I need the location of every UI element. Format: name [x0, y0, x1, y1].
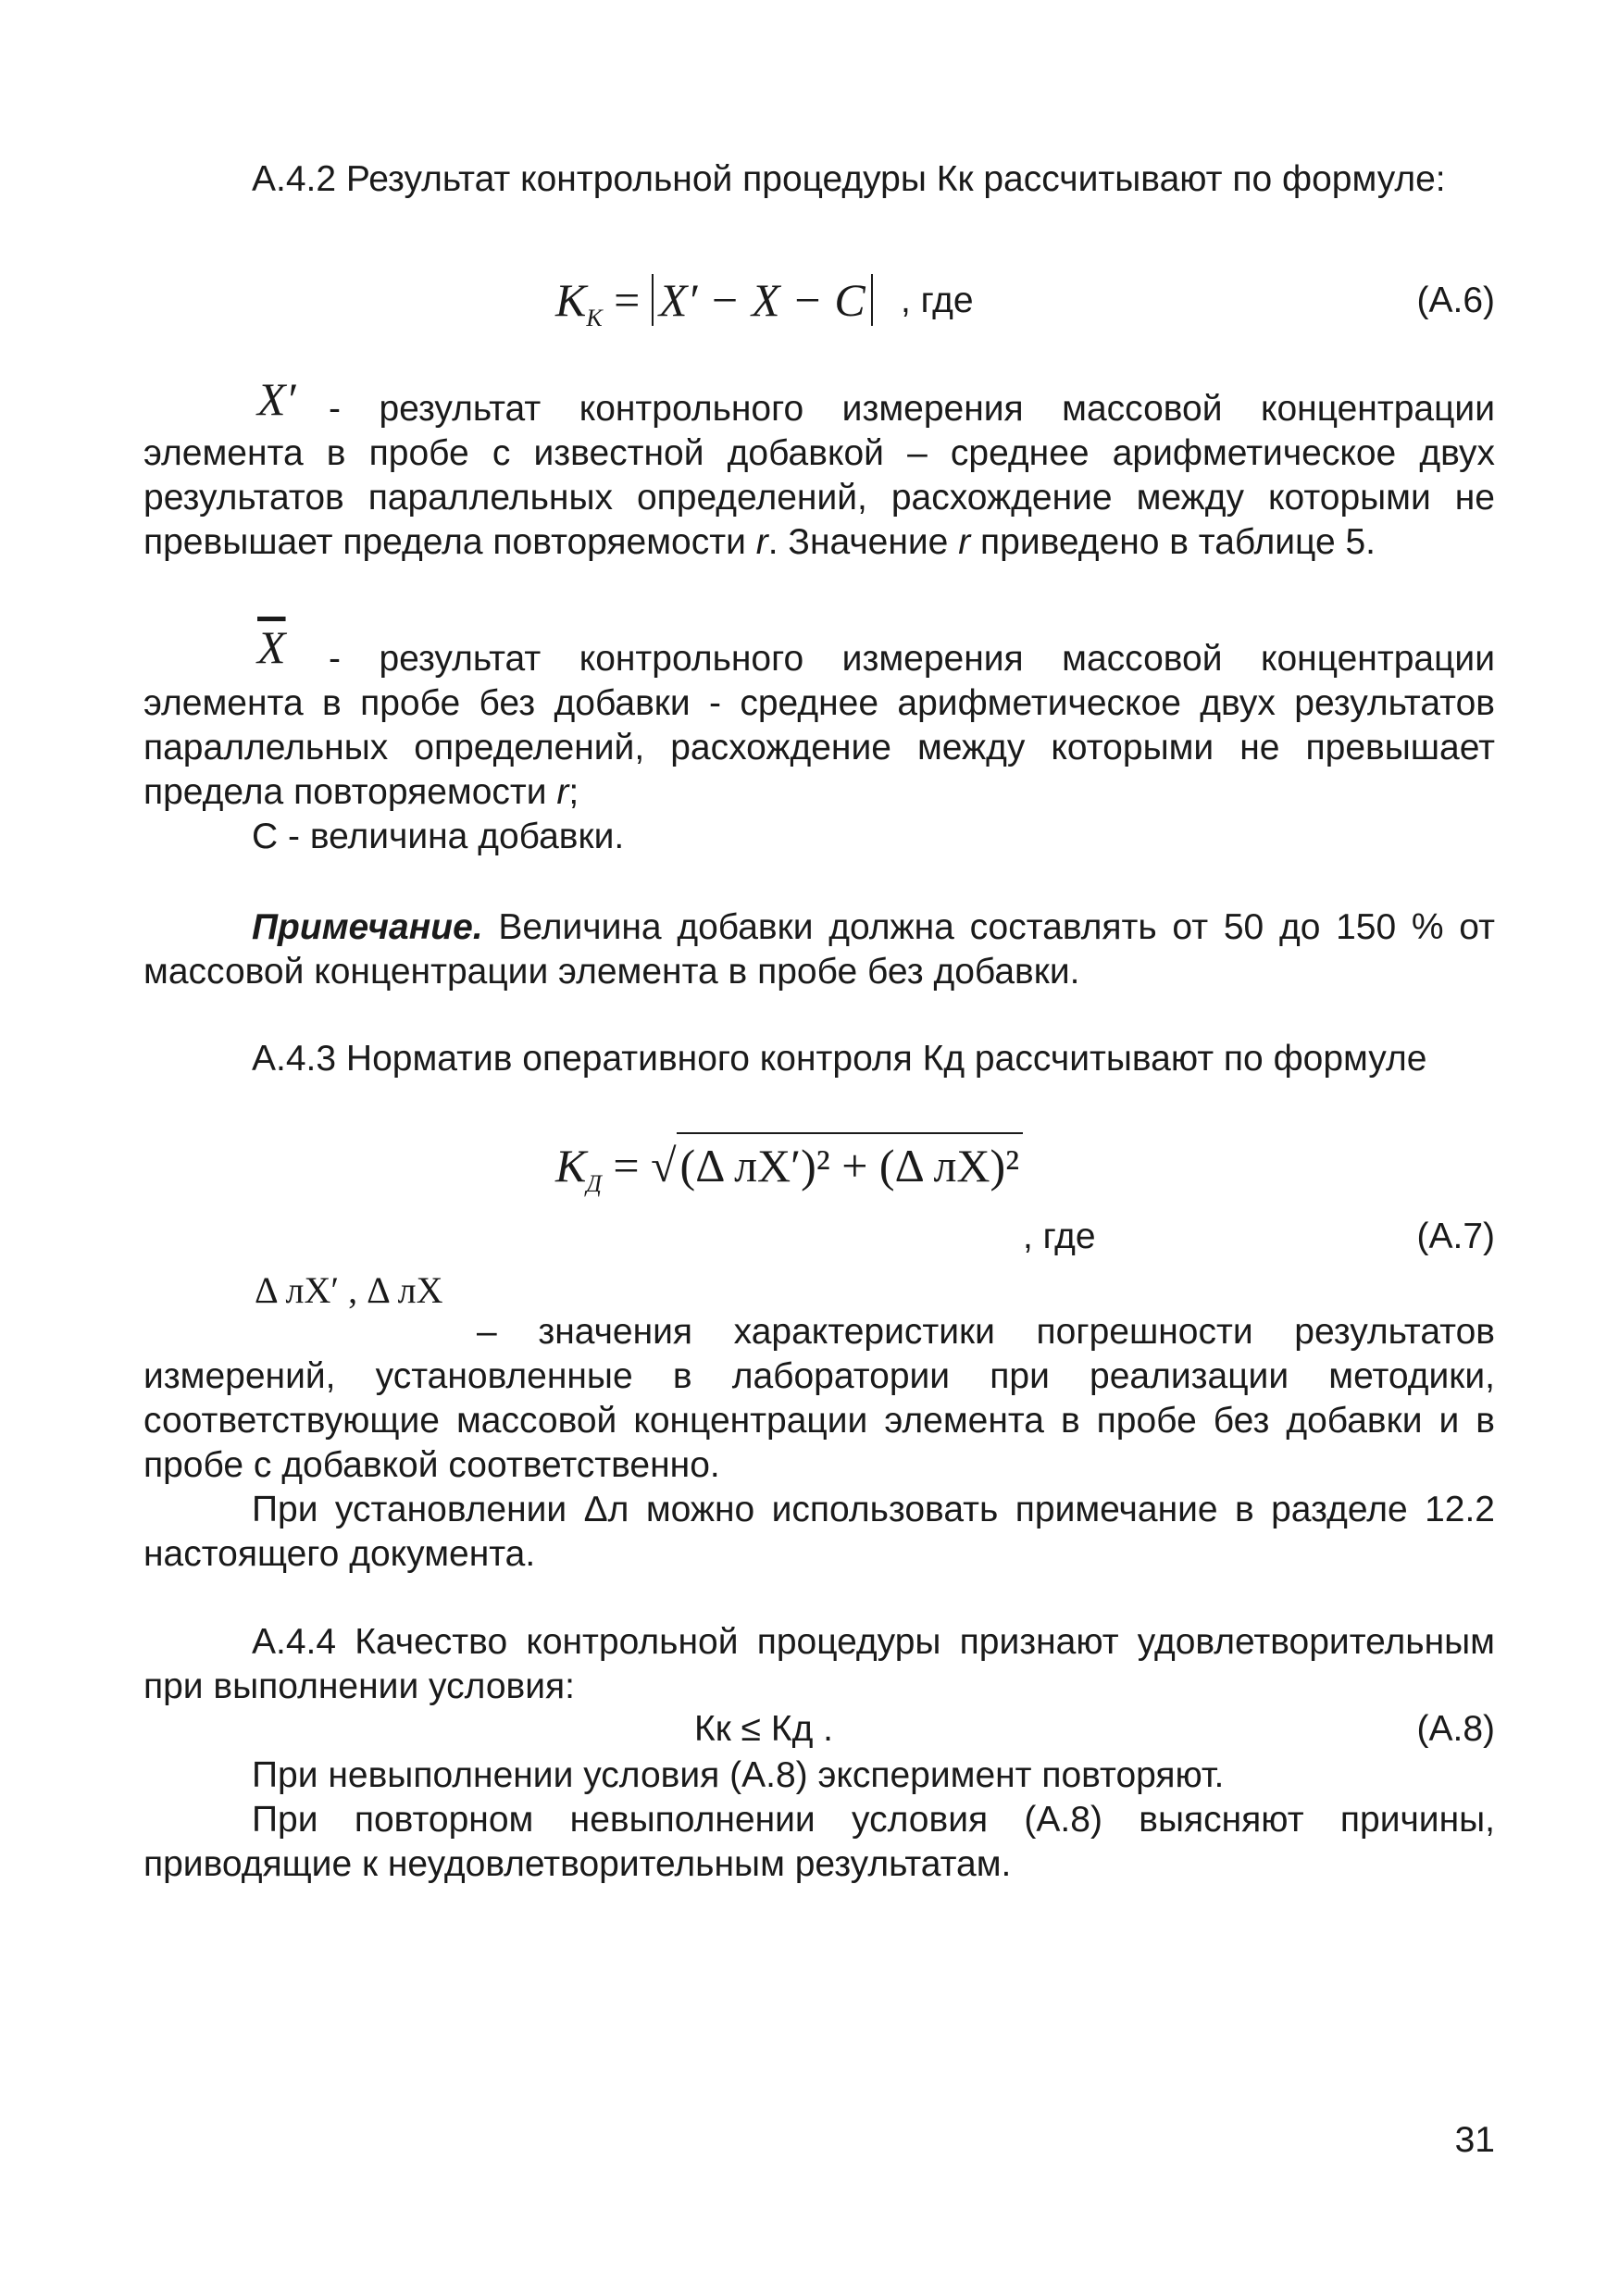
formula-a7-left: K — [555, 1140, 587, 1192]
delta-note: При установлении Δл можно использовать примечание в разделе 12.2 настоящего документа. — [143, 1490, 1495, 1574]
definition-x-prime-end: приведено в таблице 5. — [970, 522, 1376, 562]
definition-x — [143, 637, 1495, 815]
note-paragraph — [143, 905, 1495, 994]
equation-number-a7: (А.7) — [1416, 1217, 1495, 1256]
section-a42-text: А.4.2 Результат контрольной процедуры Кк рассчитывают по формуле: — [252, 159, 1446, 199]
equation-number-a6: (А.6) — [1416, 281, 1495, 320]
definition-c: С - величина добавки. — [252, 817, 625, 856]
symbol-x: $\overline{X}$ — [257, 621, 286, 673]
definition-delta: – значения характеристики погрешности результатов измерений, установленные в лаборатории при реализации методики, соответствующие массовой концентрации элемента в пробе без добавки и в пробе с добавкой соответственно. — [143, 1312, 1495, 1485]
condition-a8: Кк ≤ Кд . — [694, 1709, 834, 1749]
definition-x-end: ; — [568, 772, 579, 812]
note-label: Примечание. — [252, 907, 483, 947]
symbol-r: r — [556, 772, 569, 812]
formula-a7-left-sub: Д — [586, 1170, 602, 1197]
formula-a6-left-sub: К — [586, 305, 603, 331]
symbol-r: r — [755, 522, 768, 562]
definition-x-prime-mid: . Значение — [767, 522, 959, 562]
note-text: Величина добавки должна составлять от 50 до 150 % от массовой концентрации элемента в пробе без добавки. — [143, 907, 1495, 992]
section-a43-text: А.4.3 Норматив оперативного контроля Кд рассчитывают по формуле — [252, 1039, 1427, 1079]
formula-a6-abs: X′ − X − C — [652, 274, 873, 326]
equation-number-a8: (А.8) — [1416, 1709, 1495, 1749]
formula-a7-radicand: (Δ лX′)² + (Δ лX)² — [677, 1132, 1024, 1192]
definition-x-text: - результат контрольного измерения массовой концентрации элемента в пробе без добавки - среднее арифметическое двух результатов параллельных определений, расхождение между которыми не превышает предела повторяемости — [143, 639, 1495, 812]
formula-a6: $K_К = X' - X - C$ — [555, 273, 873, 332]
formula-a7: $K_Д = √(\Delta$ лX′)² + (Δ лX)² — [555, 1139, 1023, 1198]
page-number: 31 — [1454, 2120, 1495, 2160]
formula-a7-where: , где — [1023, 1217, 1096, 1256]
section-a44-text: А.4.4 Качество контрольной процедуры признают удовлетворительным при выполнении условия: — [143, 1622, 1495, 1706]
definition-x-prime-text: - результат контрольного измерения массовой концентрации элемента в пробе с известной добавкой – среднее арифметическое двух результатов параллельных определений, расхождение между которыми не превышает предела повторяемости — [143, 389, 1495, 562]
formula-a6-left: K — [555, 274, 587, 326]
fail-condition-1: При невыполнении условия (А.8) эксперимент повторяют. — [252, 1755, 1225, 1795]
symbol-r: r — [958, 522, 971, 562]
symbol-x-prime: X′ — [257, 373, 296, 425]
formula-a6-where: , где — [901, 281, 974, 320]
definition-x-prime — [143, 387, 1495, 565]
fail-condition-2: При повторном невыполнении условия (А.8) выясняют причины, приводящие к неудовлетворительным результатам. — [143, 1800, 1495, 1884]
symbol-delta-pair: Δ лX′ , Δ лX — [255, 1269, 443, 1311]
